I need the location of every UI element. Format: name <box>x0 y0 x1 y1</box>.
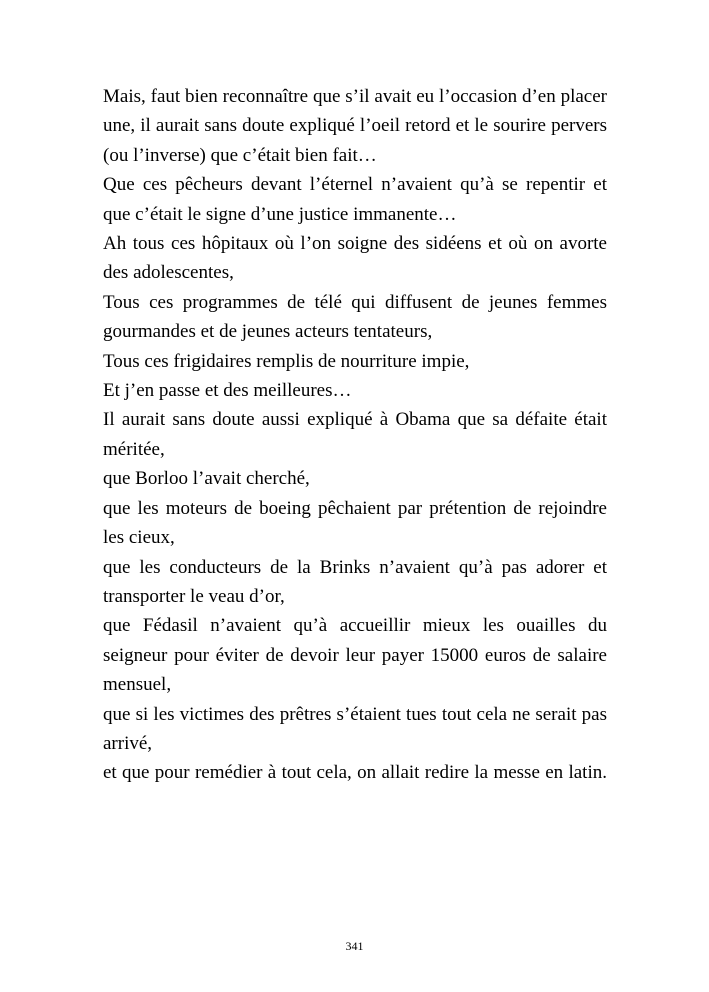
paragraph: Que ces pêcheurs devant l’éternel n’avaient qu’à se repentir et que c’était le signe d’une justice immanente… <box>103 174 607 225</box>
paragraph: que les moteurs de boeing pêchaient par prétention de rejoindre les cieux, <box>103 497 607 549</box>
paragraph: que si les victimes des prêtres s’étaient tues tout cela ne serait pas arrivé, <box>103 703 607 754</box>
paragraph: Tous ces programmes de télé qui diffusent de jeunes femmes gourmandes et de jeunes acteurs tentateurs, <box>103 291 607 343</box>
page-number: 341 <box>345 939 364 953</box>
paragraph: que Fédasil n’avaient qu’à accueillir mieux les ouailles du seigneur pour éviter de devoir leur payer 15000 euros de salaire mensuel, <box>103 615 607 696</box>
paragraph: que les conducteurs de la Brinks n’avaient qu’à pas adorer et transporter le veau d’or, <box>103 556 607 607</box>
paragraph: que Borloo l’avait cherché, <box>103 468 310 490</box>
paragraph: Mais, faut bien reconnaître que s’il avait eu l’occasion d’en placer une, il aurait sans doute expliqué l’oeil retord et le sourire pervers (ou l’inverse) que c’était bien fait… <box>103 86 607 166</box>
body-text <box>103 82 607 788</box>
paragraph: Tous ces frigidaires remplis de nourriture impie, <box>103 350 470 372</box>
paragraph-last: et que pour remédier à tout cela, on allait redire la messe en latin. <box>103 762 607 784</box>
paragraph: Et j’en passe et des meilleures… <box>103 380 352 402</box>
paragraph: Il aurait sans doute aussi expliqué à Obama que sa défaite était méritée, <box>103 409 607 460</box>
paragraph: Ah tous ces hôpitaux où l’on soigne des sidéens et où on avorte des adolescentes, <box>103 233 607 284</box>
